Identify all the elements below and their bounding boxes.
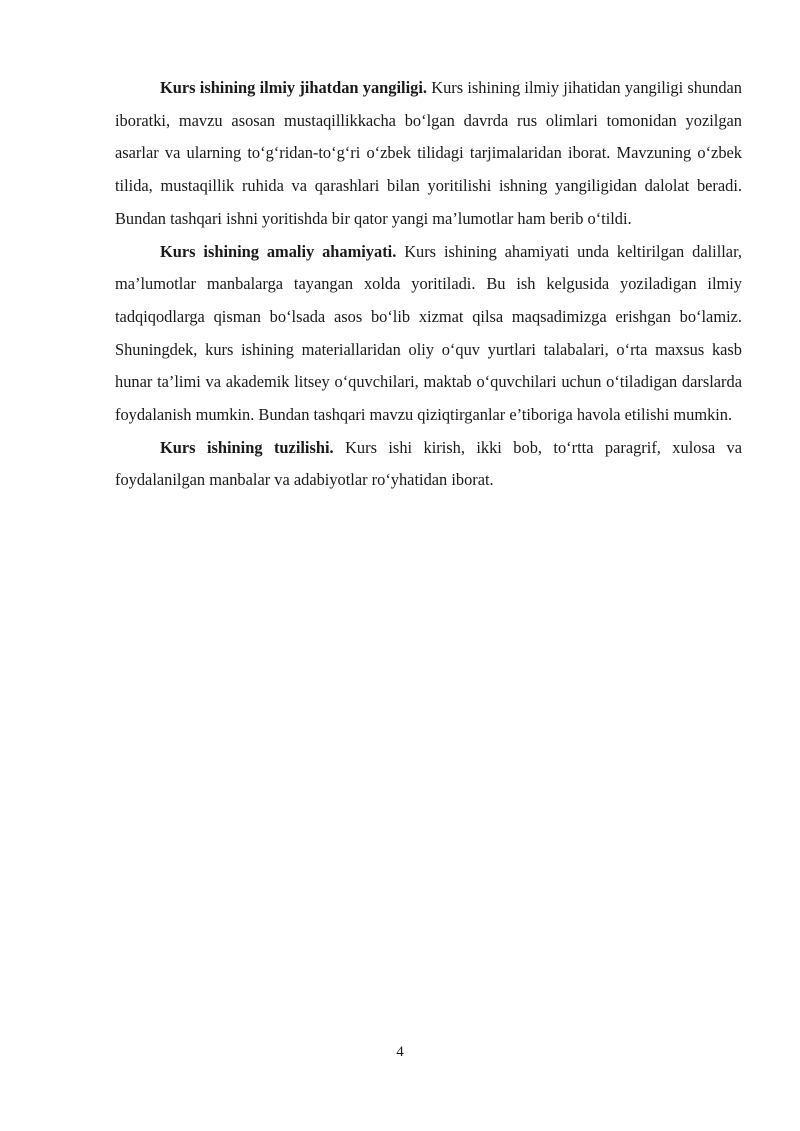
paragraph-heading: Kurs ishining ilmiy jihatdan yangiligi. — [160, 78, 427, 97]
page-body — [115, 72, 742, 497]
paragraph-text: Kurs ishining ilmiy jihatidan yangiligi shundan iboratki, mavzu asosan mustaqillikkacha bo‘lgan davrda rus olimlari tomonidan yozilgan asarlar va ularning to‘g‘ridan-to‘g‘ri o‘zbek tilidagi tarjimalaridan iborat. Mavzuning o‘zbek tilida, mustaqillik ruhida va qarashlari bilan yoritilishi ishning yangiligidan dalolat beradi. Bundan tashqari ishni yoritishda bir qator yangi ma’lumotlar ham berib o‘tildi. — [115, 78, 742, 228]
paragraph-text: Kurs ishi kirish, ikki bob, to‘rtta paragrif, xulosa va foydalanilgan manbalar va adabiyotlar ro‘yhatidan iborat. — [115, 437, 743, 490]
paragraph-scientific-novelty — [115, 72, 742, 236]
paragraph-heading: Kurs ishining amaliy ahamiyati. — [160, 241, 397, 261]
page-number: 4 — [396, 1044, 404, 1060]
paragraph-practical-significance — [115, 236, 742, 432]
paragraph-structure — [115, 432, 742, 497]
paragraph-heading: Kurs ishining tuzilishi. — [160, 437, 334, 457]
paragraph-text: Kurs ishining ahamiyati unda keltirilgan dalillar, ma’lumotlar manbalarga tayangan xolda yoritiladi. Bu ish kelgusida yoziladigan ilmiy tadqiqodlarga qisman bo‘lsada asos bo‘lib xizmat qilsa maqsadimizga erishgan bo‘lamiz. Shuningdek, kurs ishining materiallaridan oliy o‘quv yurtlari talabalari, o‘rta maxsus kasb hunar ta’limi va akademik litsey o‘quvchilari, maktab o‘quvchilari uchun o‘tiladigan darslarda foydalanish mumkin. Bundan tashqari mavzu qiziqtirganlar e’tiboriga havola etilishi mumkin. — [115, 241, 742, 425]
